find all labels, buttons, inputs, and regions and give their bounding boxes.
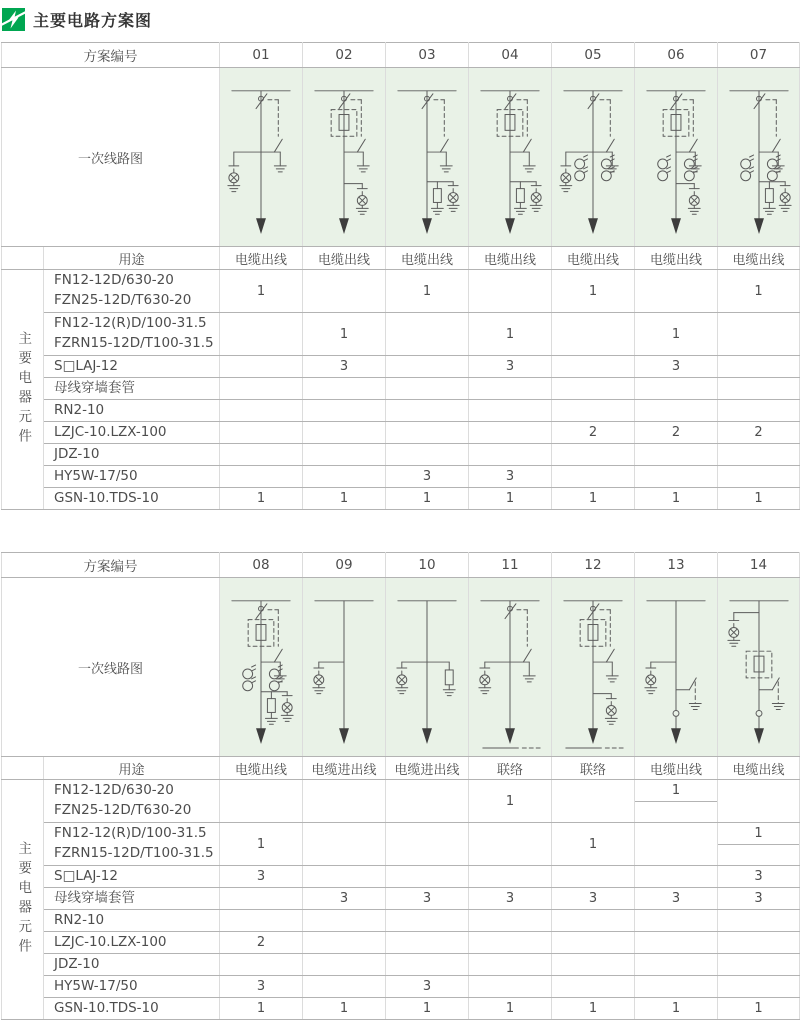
quantity-cell: [386, 444, 469, 466]
quantity-cell: [386, 910, 469, 932]
circuit-diagram-08: [220, 578, 302, 756]
quantity-cell: [386, 823, 469, 866]
quantity-cell: [303, 378, 386, 400]
usage-cell: 电缆出线: [635, 757, 718, 780]
quantity-cell: [386, 954, 469, 976]
quantity-cell: [718, 356, 800, 378]
component-name: [44, 954, 220, 976]
scheme-number-header-label: 方案编号: [2, 553, 220, 578]
scheme-number: 11: [469, 553, 552, 578]
diagram-row: [2, 578, 800, 757]
quantity-cell: [552, 444, 635, 466]
main-components-side-label: [2, 270, 44, 510]
component-name: [44, 466, 220, 488]
quantity-cell: [386, 780, 469, 823]
quantity-cell: [469, 444, 552, 466]
quantity-cell: [635, 400, 718, 422]
diagram-cell: [469, 68, 552, 247]
quantity-cell: [635, 976, 718, 998]
quantity-cell: [220, 400, 303, 422]
quantity-cell: 1: [303, 313, 386, 356]
diagram-row-label: 一次线路图: [2, 578, 220, 757]
quantity-cell: [635, 954, 718, 976]
component-name-line: FN12-12D/630-20: [54, 272, 174, 289]
quantity-cell: 3: [386, 888, 469, 910]
quantity-cell: [386, 356, 469, 378]
usage-cell: 电缆进出线: [386, 757, 469, 780]
component-name-line: FZRN15-12D/T100-31.5: [54, 335, 214, 351]
quantity-cell: [386, 400, 469, 422]
quantity-cell: [469, 954, 552, 976]
quantity-cell: 1: [552, 998, 635, 1020]
quantity-cell: [469, 866, 552, 888]
component-name-line: RN2-10: [54, 401, 105, 418]
component-name: [44, 356, 220, 378]
quantity-cell: [552, 932, 635, 954]
quantity-cell: [303, 910, 386, 932]
diagram-cell: [718, 578, 800, 757]
usage-cell: 电缆出线: [718, 247, 800, 270]
side-spacer-cell: [2, 757, 44, 780]
component-name: [44, 910, 220, 932]
quantity-cell: [552, 780, 635, 823]
quantity-cell: [220, 356, 303, 378]
component-row: [2, 400, 800, 422]
diagram-cell: [220, 68, 303, 247]
quantity-cell: 1: [303, 998, 386, 1020]
component-row: [2, 488, 800, 510]
quantity-cell: [635, 444, 718, 466]
quantity-cell: 1: [635, 998, 718, 1020]
scheme-number: 08: [220, 553, 303, 578]
component-row: [2, 780, 800, 823]
quantity-cell: [469, 400, 552, 422]
quantity-cell: 2: [552, 422, 635, 444]
quantity-cell: [552, 866, 635, 888]
quantity-cell: [469, 976, 552, 998]
quantity-cell: [469, 932, 552, 954]
diagram-cell: [635, 578, 718, 757]
main-components-side-label: [2, 780, 44, 1020]
component-row: [2, 888, 800, 910]
quantity-cell: [718, 976, 800, 998]
diagram-row: [2, 68, 800, 247]
quantity-cell: 1: [386, 488, 469, 510]
quantity-cell: [469, 910, 552, 932]
quantity-cell: [718, 444, 800, 466]
quantity-subcell: [718, 845, 799, 865]
quantity-cell: 1: [220, 998, 303, 1020]
quantity-cell: 1: [469, 780, 552, 823]
circuit-diagram-04: [469, 68, 551, 246]
scheme-number: 06: [635, 43, 718, 68]
diagram-row-label: 一次线路图: [2, 68, 220, 247]
circuit-diagram-05: [552, 68, 634, 246]
scheme-number: 10: [386, 553, 469, 578]
circuit-diagram-12: [552, 578, 634, 756]
quantity-cell: [220, 378, 303, 400]
component-name: [44, 932, 220, 954]
component-name: [44, 488, 220, 510]
quantity-cell: [220, 422, 303, 444]
component-name: [44, 780, 220, 823]
side-spacer-cell: [2, 247, 44, 270]
scheme-number: 09: [303, 553, 386, 578]
diagram-cell: [552, 578, 635, 757]
quantity-cell: 1: [635, 313, 718, 356]
scheme-number: 05: [552, 43, 635, 68]
component-name-line: FZRN15-12D/T100-31.5: [54, 845, 214, 861]
component-row: [2, 866, 800, 888]
diagram-cell: [386, 68, 469, 247]
component-name-line: GSN-10.TDS-10: [54, 999, 159, 1016]
usage-cell: 电缆出线: [552, 247, 635, 270]
component-name-line: FZN25-12D/T630-20: [54, 292, 192, 308]
quantity-cell: [635, 866, 718, 888]
diagram-cell: [220, 578, 303, 757]
quantity-cell: 3: [303, 356, 386, 378]
component-row: [2, 466, 800, 488]
quantity-cell: [220, 954, 303, 976]
quantity-cell: 3: [386, 976, 469, 998]
component-name-line: LZJC-10.LZX-100: [54, 423, 167, 440]
component-name: [44, 444, 220, 466]
scheme-table-08-14-wrap: [1, 552, 799, 1020]
quantity-cell: [469, 270, 552, 313]
diagram-cell: [303, 578, 386, 757]
quantity-cell: [469, 823, 552, 866]
quantity-cell: [718, 910, 800, 932]
quantity-cell: [635, 466, 718, 488]
scheme-number-row: [2, 553, 800, 578]
component-name: [44, 823, 220, 866]
quantity-cell: [386, 932, 469, 954]
component-name: [44, 422, 220, 444]
component-name-line: FN12-12D/630-20: [54, 782, 174, 799]
main-components-side-label-text: 主要电器元件: [15, 841, 32, 958]
quantity-cell: 1: [469, 488, 552, 510]
quantity-cell: 1: [220, 488, 303, 510]
quantity-cell: 3: [220, 866, 303, 888]
component-name-line: HY5W-17/50: [54, 467, 138, 484]
component-name: [44, 976, 220, 998]
quantity-cell: [303, 823, 386, 866]
section-header: [0, 2, 800, 34]
quantity-cell: 3: [303, 888, 386, 910]
component-row: [2, 378, 800, 400]
quantity-subcell: [635, 802, 717, 822]
quantity-cell: [220, 313, 303, 356]
component-name: [44, 313, 220, 356]
quantity-cell: [635, 932, 718, 954]
quantity-cell: [303, 400, 386, 422]
component-row: [2, 270, 800, 313]
diagram-cell: [469, 578, 552, 757]
component-name-line: S□LAJ-12: [54, 867, 118, 884]
quantity-cell: [718, 932, 800, 954]
quantity-subcell: 1: [635, 780, 717, 802]
quantity-cell: [552, 910, 635, 932]
component-name: [44, 998, 220, 1020]
quantity-cell: [303, 780, 386, 823]
quantity-cell: 3: [469, 466, 552, 488]
component-name-line: S□LAJ-12: [54, 357, 118, 374]
usage-cell: 联络: [469, 757, 552, 780]
quantity-cell: [220, 466, 303, 488]
quantity-cell: [718, 313, 800, 356]
circuit-diagram-11: [469, 578, 551, 756]
component-row: [2, 444, 800, 466]
quantity-cell: [303, 422, 386, 444]
component-name: [44, 888, 220, 910]
quantity-cell: 1: [469, 998, 552, 1020]
circuit-diagram-14: [718, 578, 800, 756]
component-name-line: LZJC-10.LZX-100: [54, 933, 167, 950]
component-name-line: FN12-12(R)D/100-31.5: [54, 315, 207, 332]
main-components-side-label-text: 主要电器元件: [15, 331, 32, 448]
component-name-line: JDZ-10: [54, 445, 100, 462]
component-row: [2, 910, 800, 932]
component-row: [2, 823, 800, 866]
circuit-diagram-09: [303, 578, 385, 756]
quantity-cell: [303, 976, 386, 998]
quantity-cell: [718, 400, 800, 422]
component-name-line: GSN-10.TDS-10: [54, 489, 159, 506]
quantity-cell: 1: [220, 823, 303, 866]
quantity-cell: 1: [469, 313, 552, 356]
quantity-cell: [220, 444, 303, 466]
component-name: [44, 400, 220, 422]
quantity-cell: 1: [552, 823, 635, 866]
usage-row-label: 用途: [44, 757, 220, 780]
component-name-line: HY5W-17/50: [54, 977, 138, 994]
diagram-cell: [635, 68, 718, 247]
circuit-diagram-13: [635, 578, 717, 756]
quantity-cell: 1: [718, 488, 800, 510]
quantity-cell: [552, 356, 635, 378]
quantity-cell: [220, 780, 303, 823]
quantity-cell: 2: [220, 932, 303, 954]
component-name: [44, 866, 220, 888]
scheme-number: 14: [718, 553, 800, 578]
component-name-line: RN2-10: [54, 911, 105, 928]
component-name-line: 母线穿墙套管: [54, 889, 135, 906]
component-name-line: JDZ-10: [54, 955, 100, 972]
diagram-cell: [386, 578, 469, 757]
quantity-cell: [303, 444, 386, 466]
quantity-cell: [303, 466, 386, 488]
quantity-cell: [552, 954, 635, 976]
circuit-diagram-06: [635, 68, 717, 246]
quantity-cell: [552, 378, 635, 400]
quantity-cell: [303, 270, 386, 313]
usage-row: [2, 757, 800, 780]
quantity-cell: [469, 422, 552, 444]
scheme-number: 07: [718, 43, 800, 68]
usage-cell: 电缆出线: [386, 247, 469, 270]
usage-row: [2, 247, 800, 270]
quantity-cell: 3: [718, 888, 800, 910]
component-row: [2, 998, 800, 1020]
quantity-cell: 1: [303, 488, 386, 510]
quantity-cell: [469, 378, 552, 400]
circuit-diagram-03: [386, 68, 468, 246]
quantity-cell: [303, 866, 386, 888]
quantity-cell-split: [635, 780, 718, 823]
page-title: 主要电路方案图: [33, 10, 153, 30]
scheme-number: 03: [386, 43, 469, 68]
quantity-cell-split: [718, 823, 800, 866]
scheme-number-header-label: 方案编号: [2, 43, 220, 68]
quantity-cell: [552, 313, 635, 356]
diagram-cell: [718, 68, 800, 247]
quantity-cell: [386, 378, 469, 400]
circuit-diagram-10: [386, 578, 468, 756]
component-name: [44, 378, 220, 400]
quantity-cell: [718, 378, 800, 400]
quantity-cell: 3: [386, 466, 469, 488]
quantity-subcell: 1: [718, 823, 799, 845]
scheme-table-01-07: [1, 42, 800, 510]
usage-cell: 电缆出线: [303, 247, 386, 270]
scheme-table-01-07-wrap: [1, 42, 799, 510]
circuit-diagram-02: [303, 68, 385, 246]
quantity-cell: [635, 270, 718, 313]
component-row: [2, 932, 800, 954]
quantity-cell: 3: [635, 356, 718, 378]
quantity-cell: 1: [718, 270, 800, 313]
lightning-icon: [2, 8, 25, 31]
quantity-cell: 3: [469, 888, 552, 910]
quantity-cell: [386, 422, 469, 444]
quantity-cell: [552, 976, 635, 998]
quantity-cell: 3: [635, 888, 718, 910]
scheme-number: 12: [552, 553, 635, 578]
quantity-cell: 1: [386, 270, 469, 313]
quantity-cell: [386, 313, 469, 356]
usage-cell: 电缆出线: [635, 247, 718, 270]
quantity-cell: [635, 910, 718, 932]
quantity-cell: 1: [635, 488, 718, 510]
quantity-cell: [220, 910, 303, 932]
component-name-line: 母线穿墙套管: [54, 379, 135, 396]
component-row: [2, 356, 800, 378]
component-name-line: FN12-12(R)D/100-31.5: [54, 825, 207, 842]
quantity-cell: 1: [386, 998, 469, 1020]
component-row: [2, 954, 800, 976]
component-row: [2, 313, 800, 356]
quantity-cell: 2: [718, 422, 800, 444]
quantity-cell: [552, 466, 635, 488]
component-name-line: FZN25-12D/T630-20: [54, 802, 192, 818]
quantity-cell: 3: [469, 356, 552, 378]
quantity-cell: 3: [718, 866, 800, 888]
quantity-cell: [718, 954, 800, 976]
usage-cell: 电缆出线: [718, 757, 800, 780]
quantity-cell: 3: [552, 888, 635, 910]
diagram-cell: [303, 68, 386, 247]
usage-cell: 联络: [552, 757, 635, 780]
quantity-cell: 1: [552, 270, 635, 313]
usage-cell: 电缆进出线: [303, 757, 386, 780]
usage-cell: 电缆出线: [220, 247, 303, 270]
quantity-cell: [718, 780, 800, 823]
scheme-number: 02: [303, 43, 386, 68]
quantity-cell: [552, 400, 635, 422]
scheme-number: 04: [469, 43, 552, 68]
scheme-number-row: [2, 43, 800, 68]
quantity-cell: [635, 378, 718, 400]
quantity-cell: [386, 866, 469, 888]
quantity-cell: [303, 932, 386, 954]
component-name: [44, 270, 220, 313]
quantity-cell: [718, 466, 800, 488]
quantity-cell: 1: [718, 998, 800, 1020]
usage-cell: 电缆出线: [220, 757, 303, 780]
scheme-number: 13: [635, 553, 718, 578]
scheme-table-08-14: [1, 552, 800, 1020]
quantity-cell: [303, 954, 386, 976]
circuit-diagram-01: [220, 68, 302, 246]
quantity-cell: 1: [552, 488, 635, 510]
scheme-number: 01: [220, 43, 303, 68]
usage-row-label: 用途: [44, 247, 220, 270]
quantity-cell: 3: [220, 976, 303, 998]
circuit-diagram-07: [718, 68, 800, 246]
quantity-cell: 2: [635, 422, 718, 444]
quantity-cell: [635, 823, 718, 866]
component-row: [2, 422, 800, 444]
usage-cell: 电缆出线: [469, 247, 552, 270]
component-row: [2, 976, 800, 998]
diagram-cell: [552, 68, 635, 247]
quantity-cell: 1: [220, 270, 303, 313]
quantity-cell: [220, 888, 303, 910]
